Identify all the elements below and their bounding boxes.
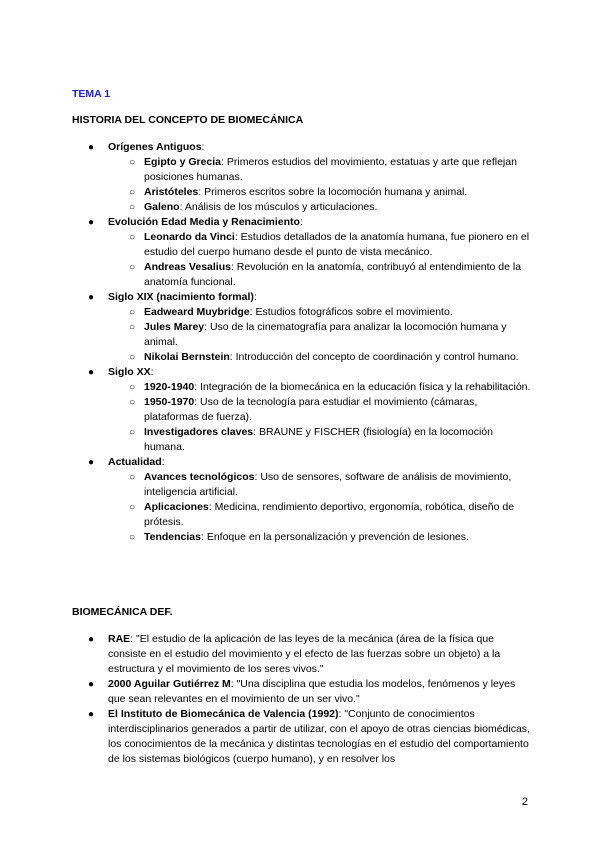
hollow-bullet-icon: ○ [129, 202, 136, 213]
hollow-bullet-icon: ○ [129, 427, 136, 438]
bullet-icon: ● [88, 142, 95, 153]
sub-list-item [72, 155, 532, 185]
item-text: : Introducción del concepto de coordinación y control humano. [229, 351, 519, 363]
hollow-bullet-icon: ○ [129, 502, 136, 513]
colon: : [150, 366, 154, 378]
section-title: Actualidad [108, 456, 162, 468]
sub-list-item [72, 380, 532, 395]
hollow-bullet-icon: ○ [129, 397, 136, 408]
section-title: Siglo XIX (nacimiento formal) [108, 291, 254, 303]
definition-item [72, 677, 532, 707]
bullet-icon: ● [88, 457, 95, 468]
item-text: : Uso de la cinematografía para analizar la locomoción humana y animal. [144, 321, 507, 348]
definition-item [72, 632, 532, 677]
definition-source: 2000 Aguilar Gutiérrez M [108, 678, 231, 690]
item-label: 1920-1940 [144, 381, 195, 393]
item-label: Aplicaciones [144, 501, 209, 513]
item-label: Investigadores claves [144, 426, 254, 438]
section-title: Siglo XX [108, 366, 151, 378]
item-label: Leonardo da Vinci [144, 231, 235, 243]
bullet-icon: ● [88, 292, 95, 303]
sub-list-item [72, 260, 532, 290]
item-text: : Revolución en la anatomía, contribuyó al entendimiento de la anatomía funcional. [144, 261, 522, 288]
sub-list-item [72, 185, 532, 200]
sub-list-item [72, 470, 532, 500]
colon: : [253, 291, 257, 303]
hollow-bullet-icon: ○ [129, 382, 136, 393]
hollow-bullet-icon: ○ [129, 472, 136, 483]
item-text: : Uso de sensores, software de análisis de movimiento, inteligencia artificial. [144, 471, 512, 498]
colon: : [299, 216, 303, 228]
hollow-bullet-icon: ○ [129, 352, 136, 363]
hollow-bullet-icon: ○ [129, 322, 136, 333]
sub-list-item [72, 500, 532, 530]
definition-source: RAE [108, 633, 131, 645]
item-text: : Uso de la tecnología para estudiar el movimiento (cámaras, plataformas de fuerza). [144, 396, 478, 423]
list-item [72, 455, 532, 545]
hollow-bullet-icon: ○ [129, 262, 136, 273]
definition-item [72, 707, 532, 767]
definition-source: El Instituto de Biomecánica de Valencia (1992) [108, 708, 339, 720]
topic-label: TEMA 1 [72, 88, 111, 100]
section-heading-definition: BIOMECÁNICA DEF. [72, 606, 173, 618]
history-list [72, 140, 532, 545]
list-item [72, 365, 532, 455]
item-text: : Primeros estudios del movimiento, estatuas y arte que reflejan posiciones humanas. [144, 156, 517, 183]
item-label: Galeno [144, 201, 180, 213]
sub-list-item [72, 425, 532, 455]
item-text: : Medicina, rendimiento deportivo, ergonomía, robótica, diseño de prótesis. [144, 501, 515, 528]
item-text: : Análisis de los músculos y articulaciones. [179, 201, 378, 213]
item-label: Avances tecnológicos [144, 471, 255, 483]
bullet-icon: ● [88, 217, 95, 228]
item-label: Egipto y Grecia [144, 156, 222, 168]
item-text: : Integración de la biomecánica en la educación física y la rehabilitación. [194, 381, 531, 393]
section-title: Orígenes Antiguos [108, 141, 202, 153]
item-text: : Enfoque en la personalización y prevención de lesiones. [201, 531, 469, 543]
item-text: : BRAUNE y FISCHER (fisiología) en la locomoción humana. [144, 426, 493, 453]
sub-list-item [72, 320, 532, 350]
hollow-bullet-icon: ○ [129, 232, 136, 243]
definition-text: : "Conjunto de conocimientos interdisciplinarios generados a partir de utilizar, con el apoyo de otras ciencias biomédicas, los conocimientos de la mecánica y distintas tecnologías en el estudio del comportamiento de los sistemas biológicos (cuerpo humano), y en resolver los [108, 708, 530, 765]
item-label: Eadweard Muybridge [144, 306, 250, 318]
bullet-icon: ● [88, 709, 95, 720]
definition-list [72, 632, 532, 767]
sub-list-item [72, 230, 532, 260]
item-label: Nikolai Bernstein [144, 351, 230, 363]
sub-list-item [72, 200, 532, 215]
sub-list-item [72, 395, 532, 425]
item-text: : Primeros escritos sobre la locomoción humana y animal. [198, 186, 468, 198]
section-heading-history: HISTORIA DEL CONCEPTO DE BIOMECÁNICA [72, 114, 304, 126]
item-label: Aristóteles [144, 186, 199, 198]
item-text: : Estudios fotográficos sobre el movimiento. [249, 306, 453, 318]
definition-text: : "El estudio de la aplicación de las leyes de la mecánica (área de la física que consiste en el estudio del movimiento y el efecto de las fuerzas sobre un objeto) a la estructura y el movimiento de los seres vivos." [108, 633, 501, 675]
item-text: : Estudios detallados de la anatomía humana, fue pionero en el estudio del cuerpo humano desde el punto de vista mecánico. [144, 231, 530, 258]
hollow-bullet-icon: ○ [129, 532, 136, 543]
sub-list-item [72, 305, 532, 320]
sub-list-item [72, 350, 532, 365]
sub-list-item [72, 530, 532, 545]
page-number: 2 [521, 796, 528, 808]
bullet-icon: ● [88, 679, 95, 690]
list-item [72, 215, 532, 290]
item-label: 1950-1970 [144, 396, 195, 408]
hollow-bullet-icon: ○ [129, 307, 136, 318]
section-title: Evolución Edad Media y Renacimiento [108, 216, 300, 228]
bullet-icon: ● [88, 367, 95, 378]
list-item [72, 140, 532, 215]
definition-text: : "Una disciplina que estudia los modelos, fenómenos y leyes que sean relevantes en el movimiento de un ser vivo." [108, 678, 516, 705]
item-label: Tendencias [144, 531, 201, 543]
item-label: Andreas Vesalius [144, 261, 231, 273]
list-item [72, 290, 532, 365]
item-label: Jules Marey [144, 321, 205, 333]
colon: : [201, 141, 205, 153]
hollow-bullet-icon: ○ [129, 157, 136, 168]
hollow-bullet-icon: ○ [129, 187, 136, 198]
colon: : [161, 456, 165, 468]
bullet-icon: ● [88, 634, 95, 645]
